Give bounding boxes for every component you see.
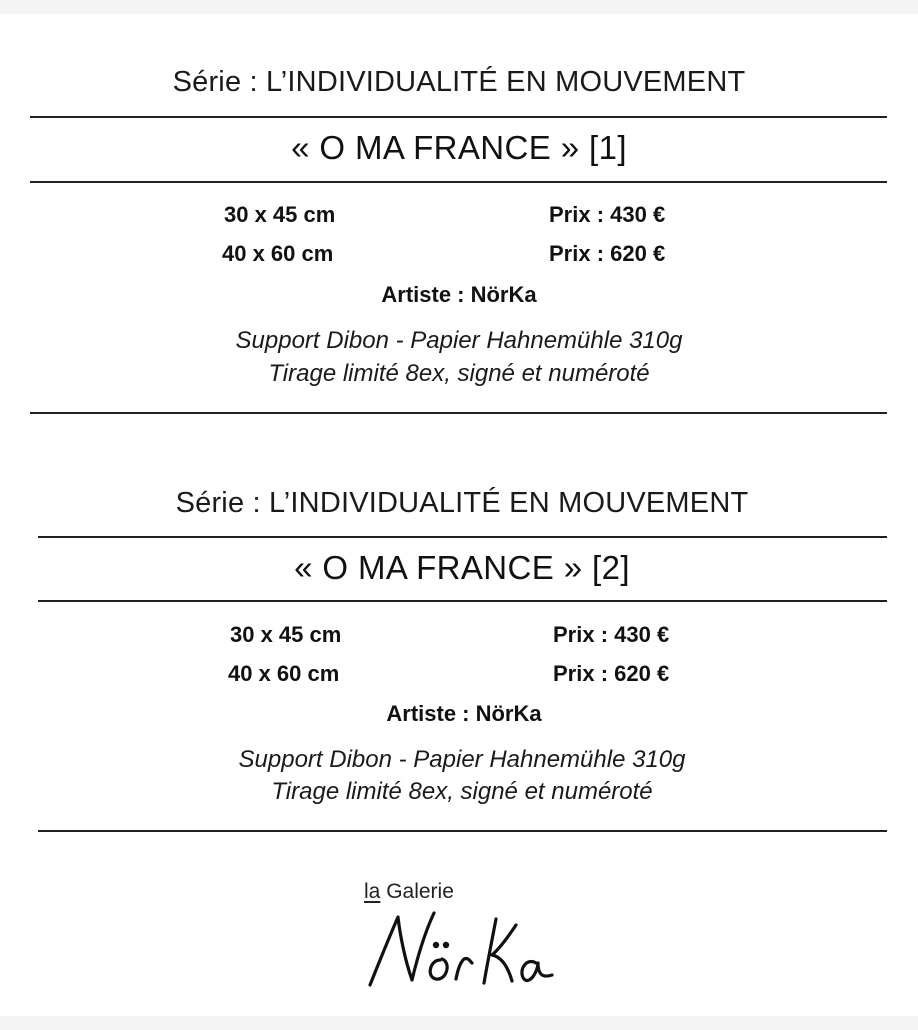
bottom-margin-band bbox=[0, 1016, 918, 1030]
divider-top bbox=[38, 536, 887, 538]
divider-middle bbox=[38, 600, 887, 602]
series-label: Série : L’INDIVIDUALITÉ EN MOUVEMENT bbox=[172, 66, 746, 98]
edition-note: Tirage limité 8ex, signé et numéroté bbox=[271, 778, 653, 805]
logo-prefix: la bbox=[364, 880, 381, 903]
size-1: 30 x 45 cm bbox=[230, 622, 342, 647]
edition-note: Tirage limité 8ex, signé et numéroté bbox=[268, 360, 650, 387]
artwork-title: « O MA FRANCE » [1] bbox=[291, 129, 627, 166]
artwork-title: « O MA FRANCE » [2] bbox=[294, 549, 630, 586]
price-2: Prix : 620 € bbox=[549, 241, 666, 266]
size-1: 30 x 45 cm bbox=[224, 202, 336, 227]
gallery-logo-text bbox=[364, 880, 454, 904]
divider-bottom bbox=[38, 830, 887, 832]
support-note: Support Dibon - Papier Hahnemühle 310g bbox=[235, 327, 683, 354]
support-note: Support Dibon - Papier Hahnemühle 310g bbox=[238, 746, 686, 773]
price-1: Prix : 430 € bbox=[553, 622, 670, 647]
artist-label: Artiste : NörKa bbox=[381, 282, 537, 307]
price-2: Prix : 620 € bbox=[553, 661, 670, 686]
norka-signature-logo bbox=[360, 905, 565, 995]
artist-label: Artiste : NörKa bbox=[386, 701, 542, 726]
series-label: Série : L’INDIVIDUALITÉ EN MOUVEMENT bbox=[175, 487, 749, 519]
logo-gallery-word: Galerie bbox=[386, 880, 454, 903]
price-1: Prix : 430 € bbox=[549, 202, 666, 227]
size-2: 40 x 60 cm bbox=[222, 241, 334, 266]
size-2: 40 x 60 cm bbox=[228, 661, 340, 686]
